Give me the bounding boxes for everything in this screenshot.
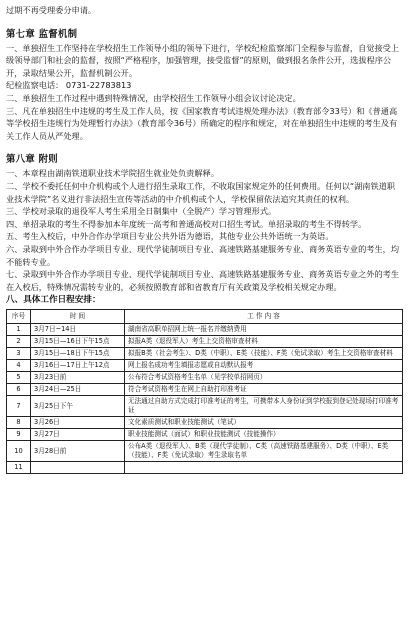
chapter8-title: 第八章 附则 [6, 154, 58, 166]
row-content: 拟报B类（社会考生）、D类（中职）、E类（技能）、F类（免试录取）考生上交资格审查材料 [125, 348, 403, 360]
table-row [7, 429, 403, 441]
chapter8-paragraph: 三、学校对录取的退役军人考生采用全日制集中（全脱产）学习管理形式。 [6, 206, 277, 217]
table-row [7, 417, 403, 429]
table-row [7, 336, 403, 348]
chapter8-paragraph: 四、单招录取的考生不得参加本年度统一高考和普通高校对口招生考试。单招录取的考生不得转学。 [6, 218, 367, 229]
row-time: 3月24日—25日 [31, 384, 125, 396]
row-number: 3 [7, 348, 31, 360]
row-time [31, 462, 125, 474]
table-row [7, 360, 403, 372]
table-row [7, 324, 403, 336]
row-number: 4 [7, 360, 31, 372]
chapter7-body [6, 42, 402, 143]
table-row [7, 441, 403, 462]
chapter7-paragraph: 一、单独招生工作坚持在学校招生工作领导小组的领导下进行，学校纪检监察部门全程参与监督，自觉接受上级领导部门和社会的监督，按照“严格程序，加强管理，接受监督”的原则，做到报名条件公开，选拔程序公开，录取结果公开，监督机制公开。 [6, 42, 400, 78]
table-row [7, 384, 403, 396]
row-content [125, 462, 403, 474]
row-content: 职业技能测试（面试）和职业技能测试（技能操作） [125, 429, 403, 441]
schedule-table [6, 309, 403, 474]
chapter8-paragraph: 六、录取到中外合作办学项目专业、现代学徒制项目专业、高速铁路基建服务专业、商务英语专业的考生，均不能转专业。 [6, 243, 400, 267]
row-time: 3月28日前 [31, 441, 125, 462]
row-time: 3月25日下午 [31, 396, 125, 417]
row-time: 3月16日—17日上午12点 [31, 360, 125, 372]
chapter7-title: 第七章 监督机制 [6, 28, 78, 40]
row-number: 9 [7, 429, 31, 441]
row-time: 3月15日—16日下午15点 [31, 336, 125, 348]
table-row [7, 462, 403, 474]
row-number: 8 [7, 417, 31, 429]
chapter8-paragraph: 五、考生入校后，中外合作办学项目专业公共外语为德语，其他专业公共外语统一为英语。 [6, 231, 334, 242]
row-number: 10 [7, 441, 31, 462]
row-time: 3月7日~14日 [31, 324, 125, 336]
row-time: 3月23日前 [31, 372, 125, 384]
chapter7-paragraph: 二、单独招生工作过程中遇到特殊情况，由学校招生工作领导小组会议讨论决定。 [6, 92, 301, 103]
chapter7-paragraph: 三、凡在单独招生中违规的考生及工作人员，按《国家教育考试违规处理办法》（教育部令33号）和《普通高等学校招生违规行为处理暂行办法》（教育部令36号）所确定的程序和规定，对在单独招生中违规的考生及有关工作人员从严处理。 [6, 105, 398, 141]
row-content: 无法通过自助方式完成打印准考证的考生，可携带本人身份证到学校报到登记处现场打印准考证 [125, 396, 403, 417]
table-row [7, 348, 403, 360]
top-line: 过期不再受理委分申请。 [6, 5, 97, 15]
header-time: 时 间 [31, 310, 125, 324]
row-time: 3月26日 [31, 417, 125, 429]
row-number: 5 [7, 372, 31, 384]
header-content: 工 作 内 容 [125, 310, 403, 324]
row-number: 2 [7, 336, 31, 348]
row-number: 6 [7, 384, 31, 396]
row-content: 湖南省高职单招网上统一报名并缴纳费用 [125, 324, 403, 336]
row-time: 3月27日 [31, 429, 125, 441]
chapter8-paragraph: 七、录取到中外合作办学项目专业、现代学徒制项目专业、高速铁路基建服务专业、商务英语专业之外的考生在入校后，特殊情况需转专业的，必须按照教育部和省教育厅有关政策及学校相关规定办理。 [6, 269, 400, 292]
table-row [7, 396, 403, 417]
header-seq: 序号 [7, 310, 31, 324]
schedule-header-row [7, 310, 403, 324]
row-content: 公布符合考试资格考生名单（见学校单招网页） [125, 372, 403, 384]
chapter8-body [6, 167, 402, 307]
table-row [7, 372, 403, 384]
chapter7-paragraph: 纪检监察电话： 0731-22783813 [6, 80, 132, 91]
row-time: 3月15日—18日下午15点 [31, 348, 125, 360]
row-content: 拟报A类（退役军人）考生上交资格审查材料 [125, 336, 403, 348]
row-content: 文化素质测试和职业技能测试（笔试） [125, 417, 403, 429]
row-number: 11 [7, 462, 31, 474]
row-content: 符合考试资格考生在网上自助打印准考证 [125, 384, 403, 396]
chapter8-paragraph: 一、本章程由湖南铁道职业技术学院招生就业处负责解释。 [6, 168, 219, 179]
row-number: 7 [7, 396, 31, 417]
chapter8-paragraph: 八、具体工作日程安排： [6, 295, 101, 306]
row-content: 公布A类（退役军人）、B类（现代学徒制）、C类（高速铁路基建服务）、D类（中职）、E类（技能）、F类（免试录取）考生录取名单 [125, 441, 403, 462]
chapter8-paragraph: 二、学校不委托任何中介机构或个人进行招生录取工作，不收取国家规定外的任何费用。任何以“湖南铁道职业技术学院”名义进行非法招生宣传等活动的中介机构或个人，学校保留依法追究其责任的权利。 [6, 180, 396, 204]
row-number: 1 [7, 324, 31, 336]
row-content: 网上报名成功考生填报志愿或自动默认报考 [125, 360, 403, 372]
